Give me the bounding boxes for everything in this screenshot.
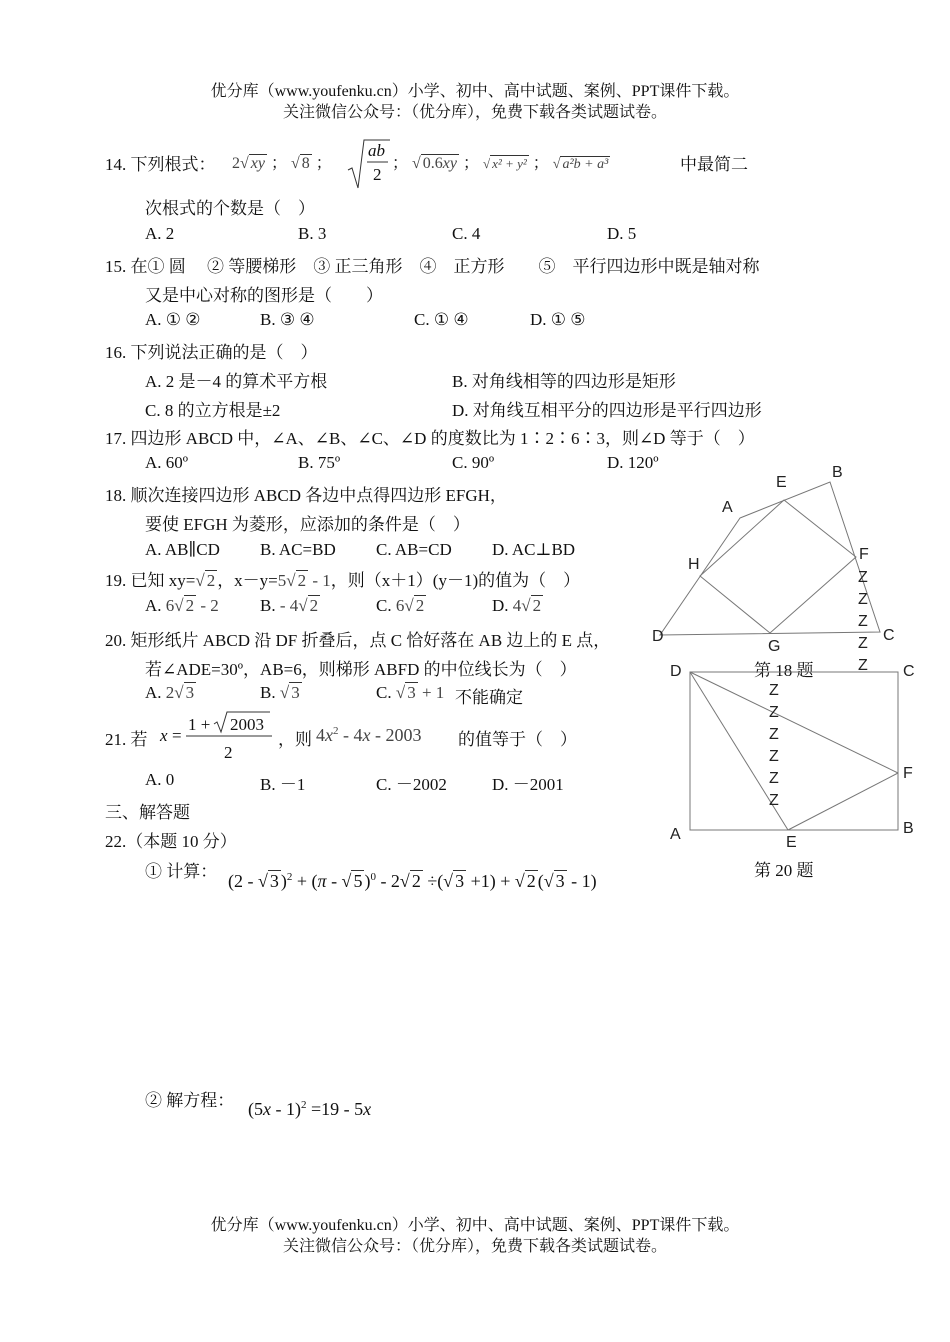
q18-option-a: A. AB∥CD xyxy=(145,540,220,559)
q17-stem: 四边形 ABCD 中，∠A、∠B、∠C、∠D 的度数比为 1∶2∶6∶3，则∠D 等于（ ） xyxy=(130,429,755,448)
page-footer-line2: 关注微信公众号：（优分库），免费下载各类试题试卷。 xyxy=(282,1238,667,1255)
fig20-line-ef xyxy=(788,773,898,830)
q20-option-d: 不能确定 xyxy=(455,688,523,707)
q16-option-a: A. 2 是－4 的算术平方根 xyxy=(145,372,328,391)
question-19: 19. 已知 xy=√ 2 ，x－y=5√ 2 - 1，则（x＋1）(y－1)的值为（ ） xyxy=(105,571,581,590)
q22-score: （本题 10 分） xyxy=(126,832,237,851)
q14-line2: 次根式的个数是（ ） xyxy=(145,199,315,218)
q22-part2-equation: (5x - 1)$^2$ =19 - 5x xyxy=(248,1099,372,1119)
q20-option-b: B. √ 3 xyxy=(260,683,300,702)
q21-option-a: A. 0 xyxy=(145,770,175,789)
q19-number: 19. xyxy=(105,571,127,590)
q15-option-a: A. ① ② xyxy=(145,310,201,329)
q20-line2: 若∠ADE=30º，AB=6，则梯形 ABFD 的中位线长为（ ） xyxy=(145,660,577,679)
q15-number: 15. xyxy=(105,257,127,276)
q18-line2: 要使 EFGH 为菱形，应添加的条件是（ ） xyxy=(145,515,470,534)
svg-text:Z: Z xyxy=(769,748,779,765)
q14-radicals: 2√ xy ； √ 8 ； xyxy=(232,155,332,172)
q19-option-c: C. 6√ 2 xyxy=(376,596,425,615)
q14-stem: 下列根式： xyxy=(130,155,216,174)
section-3-title: 三、解答题 xyxy=(105,803,190,822)
question-22 xyxy=(105,827,237,852)
page-footer-line1: 优分库（www.youfenku.cn）小学、初中、高中试题、案例、PPT课件下载。 xyxy=(210,1217,740,1234)
q21-number: 21. xyxy=(105,730,127,749)
svg-text:2: 2 xyxy=(373,165,382,184)
svg-text:Z: Z xyxy=(858,657,868,674)
q14-radicals-2: ； √ 0.6xy ； √ x² + y² ； √ a²b + a³ xyxy=(392,155,609,172)
svg-text:Z: Z xyxy=(769,770,779,787)
fig18-caption: 第 18 题 xyxy=(754,661,814,680)
q18-option-d: D. AC⊥BD xyxy=(492,540,576,559)
q16-stem: 下列说法正确的是（ ） xyxy=(130,343,318,362)
question-20 xyxy=(105,626,610,651)
q21-stem-b: ，则 xyxy=(278,730,312,749)
q21-stem-c: 的值等于（ ） xyxy=(458,730,577,749)
q19-option-a: A. 6√ 2 - 2 xyxy=(145,596,219,615)
q21-x-fraction xyxy=(158,708,278,764)
q21-option-b: B. －1 xyxy=(260,775,306,794)
question-15 xyxy=(105,252,760,277)
q14-option-a: A. 2 xyxy=(145,224,175,243)
q18-option-b: B. AC=BD xyxy=(260,540,336,559)
fig20-label-a: A xyxy=(670,826,681,843)
q15-option-b: B. ③ ④ xyxy=(260,310,315,329)
question-14 xyxy=(105,150,216,175)
figure-20 xyxy=(660,655,930,885)
svg-text:Z: Z xyxy=(769,726,779,743)
svg-text:ab: ab xyxy=(368,141,385,160)
q22-part2-label: ② 解方程： xyxy=(145,1091,235,1110)
q17-option-d: D. 120º xyxy=(607,453,659,472)
q19-option-d: D. 4√ 2 xyxy=(492,596,542,615)
svg-text:Z: Z xyxy=(769,792,779,809)
q20-option-c: C. √ 3 + 1 xyxy=(376,683,445,702)
fig20-label-f: F xyxy=(903,765,913,782)
fig18-label-d: D xyxy=(652,628,664,645)
fig18-label-c: C xyxy=(883,627,895,644)
fig18-label-f: F xyxy=(859,546,869,563)
q16-option-c: C. 8 的立方根是±2 xyxy=(145,401,281,420)
fig18-label-a: A xyxy=(722,499,733,516)
svg-text:Z: Z xyxy=(858,569,868,586)
question-18 xyxy=(105,481,507,506)
q22-part1-label: ① 计算： xyxy=(145,862,218,881)
q17-number: 17. xyxy=(105,429,127,448)
q15-option-d: D. ① ⑤ xyxy=(530,310,586,329)
fig18-quad-efgh xyxy=(700,500,856,633)
svg-text:2003: 2003 xyxy=(230,715,264,734)
svg-text:x: x xyxy=(160,726,168,745)
q21-option-d: D. －2001 xyxy=(492,775,564,794)
fig20-label-e: E xyxy=(786,834,797,851)
q16-option-d: D. 对角线互相平分的四边形是平行四边形 xyxy=(452,401,762,420)
fig20-rect-abcd xyxy=(690,672,898,830)
q22-number: 22. xyxy=(105,832,127,851)
q21-option-c: C. －2002 xyxy=(376,775,447,794)
fig20-label-d: D xyxy=(670,663,682,680)
q14-option-c: C. 4 xyxy=(452,224,481,243)
q14-radical-ab-over-2 xyxy=(346,136,392,190)
svg-text:1 +: 1 + xyxy=(188,715,211,734)
q18-option-c: C. AB=CD xyxy=(376,540,452,559)
figure-18 xyxy=(640,455,940,685)
q16-number: 16. xyxy=(105,343,127,362)
q21-expression: $4x^2 - 4x - 2003$ xyxy=(316,725,422,745)
fig18-label-b: B xyxy=(832,464,843,481)
page-header-line1: 优分库（www.youfenku.cn）小学、初中、高中试题、案例、PPT课件下载。 xyxy=(210,83,740,100)
fig18-label-g: G xyxy=(768,638,781,655)
q14-tail: 中最简二 xyxy=(680,155,748,174)
svg-text:Z: Z xyxy=(769,704,779,721)
svg-text:Z: Z xyxy=(769,682,779,699)
q16-option-b: B. 对角线相等的四边形是矩形 xyxy=(452,372,676,391)
svg-text:Z: Z xyxy=(858,613,868,630)
q22-part1-expression: (2 - √ 3 )$^2$ + (π - √ 5 )$^0$ - 2√ 2 ÷(√ 3 +1) + √ 2 (√ 3 - 1) xyxy=(228,871,597,891)
fig20-z-column xyxy=(769,682,779,809)
q17-option-a: A. 60º xyxy=(145,453,189,472)
page-header-line2: 关注微信公众号：（优分库），免费下载各类试题试卷。 xyxy=(282,104,667,121)
q14-number: 14. xyxy=(105,155,127,174)
question-17 xyxy=(105,424,755,449)
q20-option-a: A. 2√ 3 xyxy=(145,683,195,702)
fig20-label-c: C xyxy=(903,663,915,680)
q14-option-d: D. 5 xyxy=(607,224,637,243)
fig20-caption: 第 20 题 xyxy=(754,861,814,880)
svg-text:Z: Z xyxy=(858,591,868,608)
question-16 xyxy=(105,338,318,363)
q19-option-b: B. - 4√ 2 xyxy=(260,596,319,615)
fig20-label-b: B xyxy=(903,820,914,837)
svg-text:2: 2 xyxy=(224,743,233,762)
fig18-label-h: H xyxy=(688,556,700,573)
fig18-label-e: E xyxy=(776,474,787,491)
q17-option-c: C. 90º xyxy=(452,453,495,472)
q17-option-b: B. 75º xyxy=(298,453,341,472)
svg-text:Z: Z xyxy=(858,635,868,652)
q15-option-c: C. ① ④ xyxy=(414,310,469,329)
question-21: 21. 若 xyxy=(105,730,148,749)
q20-stem: 矩形纸片 ABCD 沿 DF 折叠后，点 C 恰好落在 AB 边上的 E 点， xyxy=(130,631,611,650)
svg-text:=: = xyxy=(172,726,182,745)
q18-number: 18. xyxy=(105,486,127,505)
q20-number: 20. xyxy=(105,631,127,650)
q15-stem: 在① 圆 ② 等腰梯形 ③ 正三角形 ④ 正方形 ⑤ 平行四边形中既是轴对称 xyxy=(130,257,760,276)
q14-option-b: B. 3 xyxy=(298,224,327,243)
q18-stem: 顺次连接四边形 ABCD 各边中点得四边形 EFGH， xyxy=(130,486,507,505)
q15-line2: 又是中心对称的图形是（ ） xyxy=(145,286,383,305)
